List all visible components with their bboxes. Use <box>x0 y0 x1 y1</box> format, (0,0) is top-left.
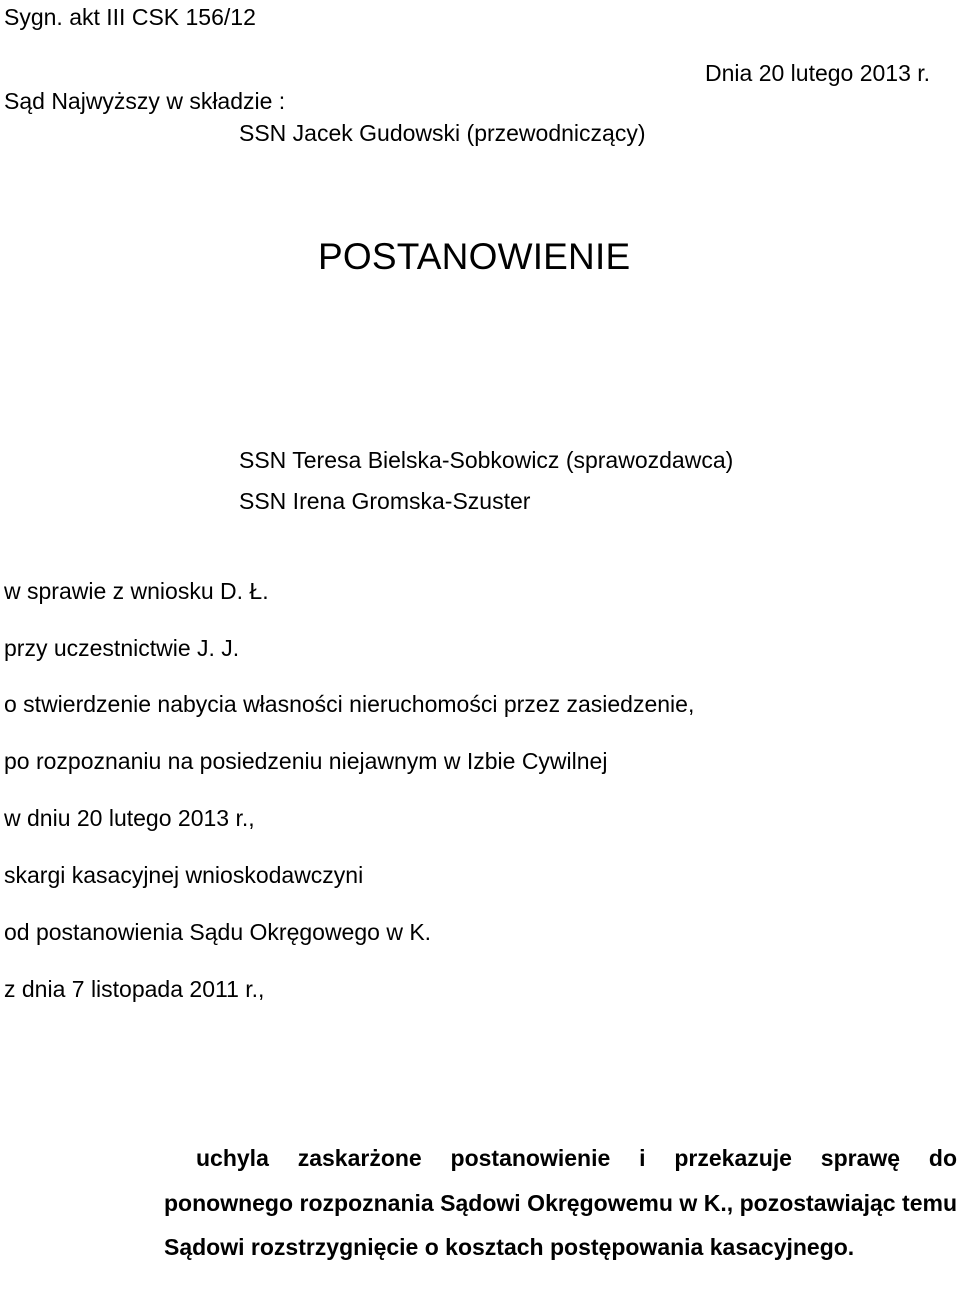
judge-rapporteur: SSN Teresa Bielska-Sobkowicz (sprawozdawca) <box>239 447 734 473</box>
judge-presiding: SSN Jacek Gudowski (przewodniczący) <box>239 120 646 146</box>
case-signature: Sygn. akt III CSK 156/12 <box>4 4 256 30</box>
case-line-hearing: po rozpoznaniu na posiedzeniu niejawnym w Izbie Cywilnej <box>4 748 608 774</box>
court-composition-label: Sąd Najwyższy w składzie : <box>4 88 286 114</box>
resolution-text <box>164 1136 957 1270</box>
case-line-application: w sprawie z wniosku D. Ł. <box>4 578 269 604</box>
case-line-cassation: skargi kasacyjnej wnioskodawczyni <box>4 862 364 888</box>
document-title: POSTANOWIENIE <box>318 236 631 277</box>
case-line-subject: o stwierdzenie nabycia własności nieruchomości przez zasiedzenie, <box>4 691 695 717</box>
case-line-appealed-decision: od postanowienia Sądu Okręgowego w K. <box>4 919 432 945</box>
case-line-participant: przy uczestnictwie J. J. <box>4 635 240 661</box>
judge-member: SSN Irena Gromska-Szuster <box>239 488 531 514</box>
document-date: Dnia 20 lutego 2013 r. <box>705 60 931 86</box>
case-line-appealed-date: z dnia 7 listopada 2011 r., <box>4 976 265 1002</box>
resolution-body: uchyla zaskarżone postanowienie i przekazuje sprawę do ponownego rozpoznania Sądowi Okręgowemu w K., pozostawiając temu Sądowi rozstrzygnięcie o kosztach postępowania kasacyjnego. <box>164 1145 957 1260</box>
case-line-hearing-date: w dniu 20 lutego 2013 r., <box>4 805 255 831</box>
